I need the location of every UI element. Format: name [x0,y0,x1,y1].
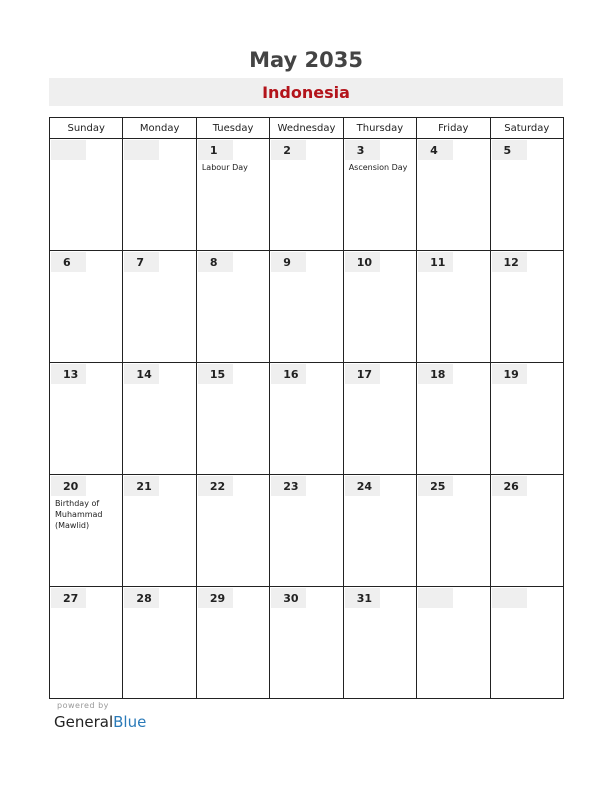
day-number: 13 [51,364,86,384]
day-cell [123,587,196,699]
brand-blue: Blue [113,713,147,731]
weekday-tuesday: Tuesday [196,118,269,139]
day-number: 18 [418,364,453,384]
day-number [492,588,527,608]
day-cell [490,139,563,251]
day-cell [417,251,490,363]
weekday-monday: Monday [123,118,196,139]
day-cell [417,475,490,587]
day-cell [417,363,490,475]
day-number [124,140,159,160]
day-number: 25 [418,476,453,496]
week-row [50,363,564,475]
day-number: 22 [198,476,233,496]
day-cell [50,139,123,251]
weekday-saturday: Saturday [490,118,563,139]
day-cell [123,475,196,587]
day-number: 24 [345,476,380,496]
weekday-thursday: Thursday [343,118,416,139]
brand-general: General [54,713,114,731]
day-cell [490,363,563,475]
holiday-label: Labour Day [201,163,248,172]
day-cell [270,363,343,475]
country-banner: Indonesia [49,78,563,106]
day-cell [490,475,563,587]
day-cell [196,475,269,587]
day-number: 8 [198,252,233,272]
powered-by-text: powered by [57,701,109,710]
day-cell [343,139,416,251]
day-cell [490,251,563,363]
day-cell [417,139,490,251]
calendar-grid [49,117,564,699]
day-cell [196,587,269,699]
day-cell [196,139,269,251]
holiday-label: Ascension Day [348,163,408,172]
day-number: 4 [418,140,453,160]
day-number: 1 [198,140,233,160]
day-number [51,140,86,160]
holiday-label: Birthday of Muhammad (Mawlid) [55,499,103,530]
day-number: 2 [271,140,306,160]
day-cell [270,475,343,587]
day-cell [123,363,196,475]
day-number: 19 [492,364,527,384]
day-number: 21 [124,476,159,496]
week-row [50,139,564,251]
day-number: 7 [124,252,159,272]
day-cell [196,251,269,363]
day-cell [343,587,416,699]
day-cell [50,251,123,363]
weekday-header-row [50,118,564,139]
day-number: 28 [124,588,159,608]
day-number: 15 [198,364,233,384]
day-cell [270,251,343,363]
day-number: 6 [51,252,86,272]
day-number: 14 [124,364,159,384]
day-cell [343,475,416,587]
calendar-title: May 2035 [249,48,363,72]
weekday-wednesday: Wednesday [270,118,343,139]
day-cell [123,139,196,251]
day-number: 16 [271,364,306,384]
day-cell [270,139,343,251]
day-number: 11 [418,252,453,272]
day-number: 10 [345,252,380,272]
day-number: 26 [492,476,527,496]
brand-logo [54,713,146,731]
day-number: 23 [271,476,306,496]
day-cell [343,363,416,475]
day-cell [417,587,490,699]
week-row [50,251,564,363]
day-number: 17 [345,364,380,384]
day-number [418,588,453,608]
day-number: 27 [51,588,86,608]
weekday-friday: Friday [417,118,490,139]
day-cell [123,251,196,363]
weekday-sunday: Sunday [50,118,123,139]
day-number: 30 [271,588,306,608]
day-number: 9 [271,252,306,272]
calendar-body [50,139,564,699]
day-cell [270,587,343,699]
day-number: 31 [345,588,380,608]
day-number: 29 [198,588,233,608]
week-row [50,475,564,587]
day-number: 20 [51,476,86,496]
day-number: 5 [492,140,527,160]
day-cell [50,475,123,587]
day-number: 12 [492,252,527,272]
day-cell [50,363,123,475]
day-cell [196,363,269,475]
day-cell [50,587,123,699]
day-cell [490,587,563,699]
week-row [50,587,564,699]
day-cell [343,251,416,363]
day-number: 3 [345,140,380,160]
